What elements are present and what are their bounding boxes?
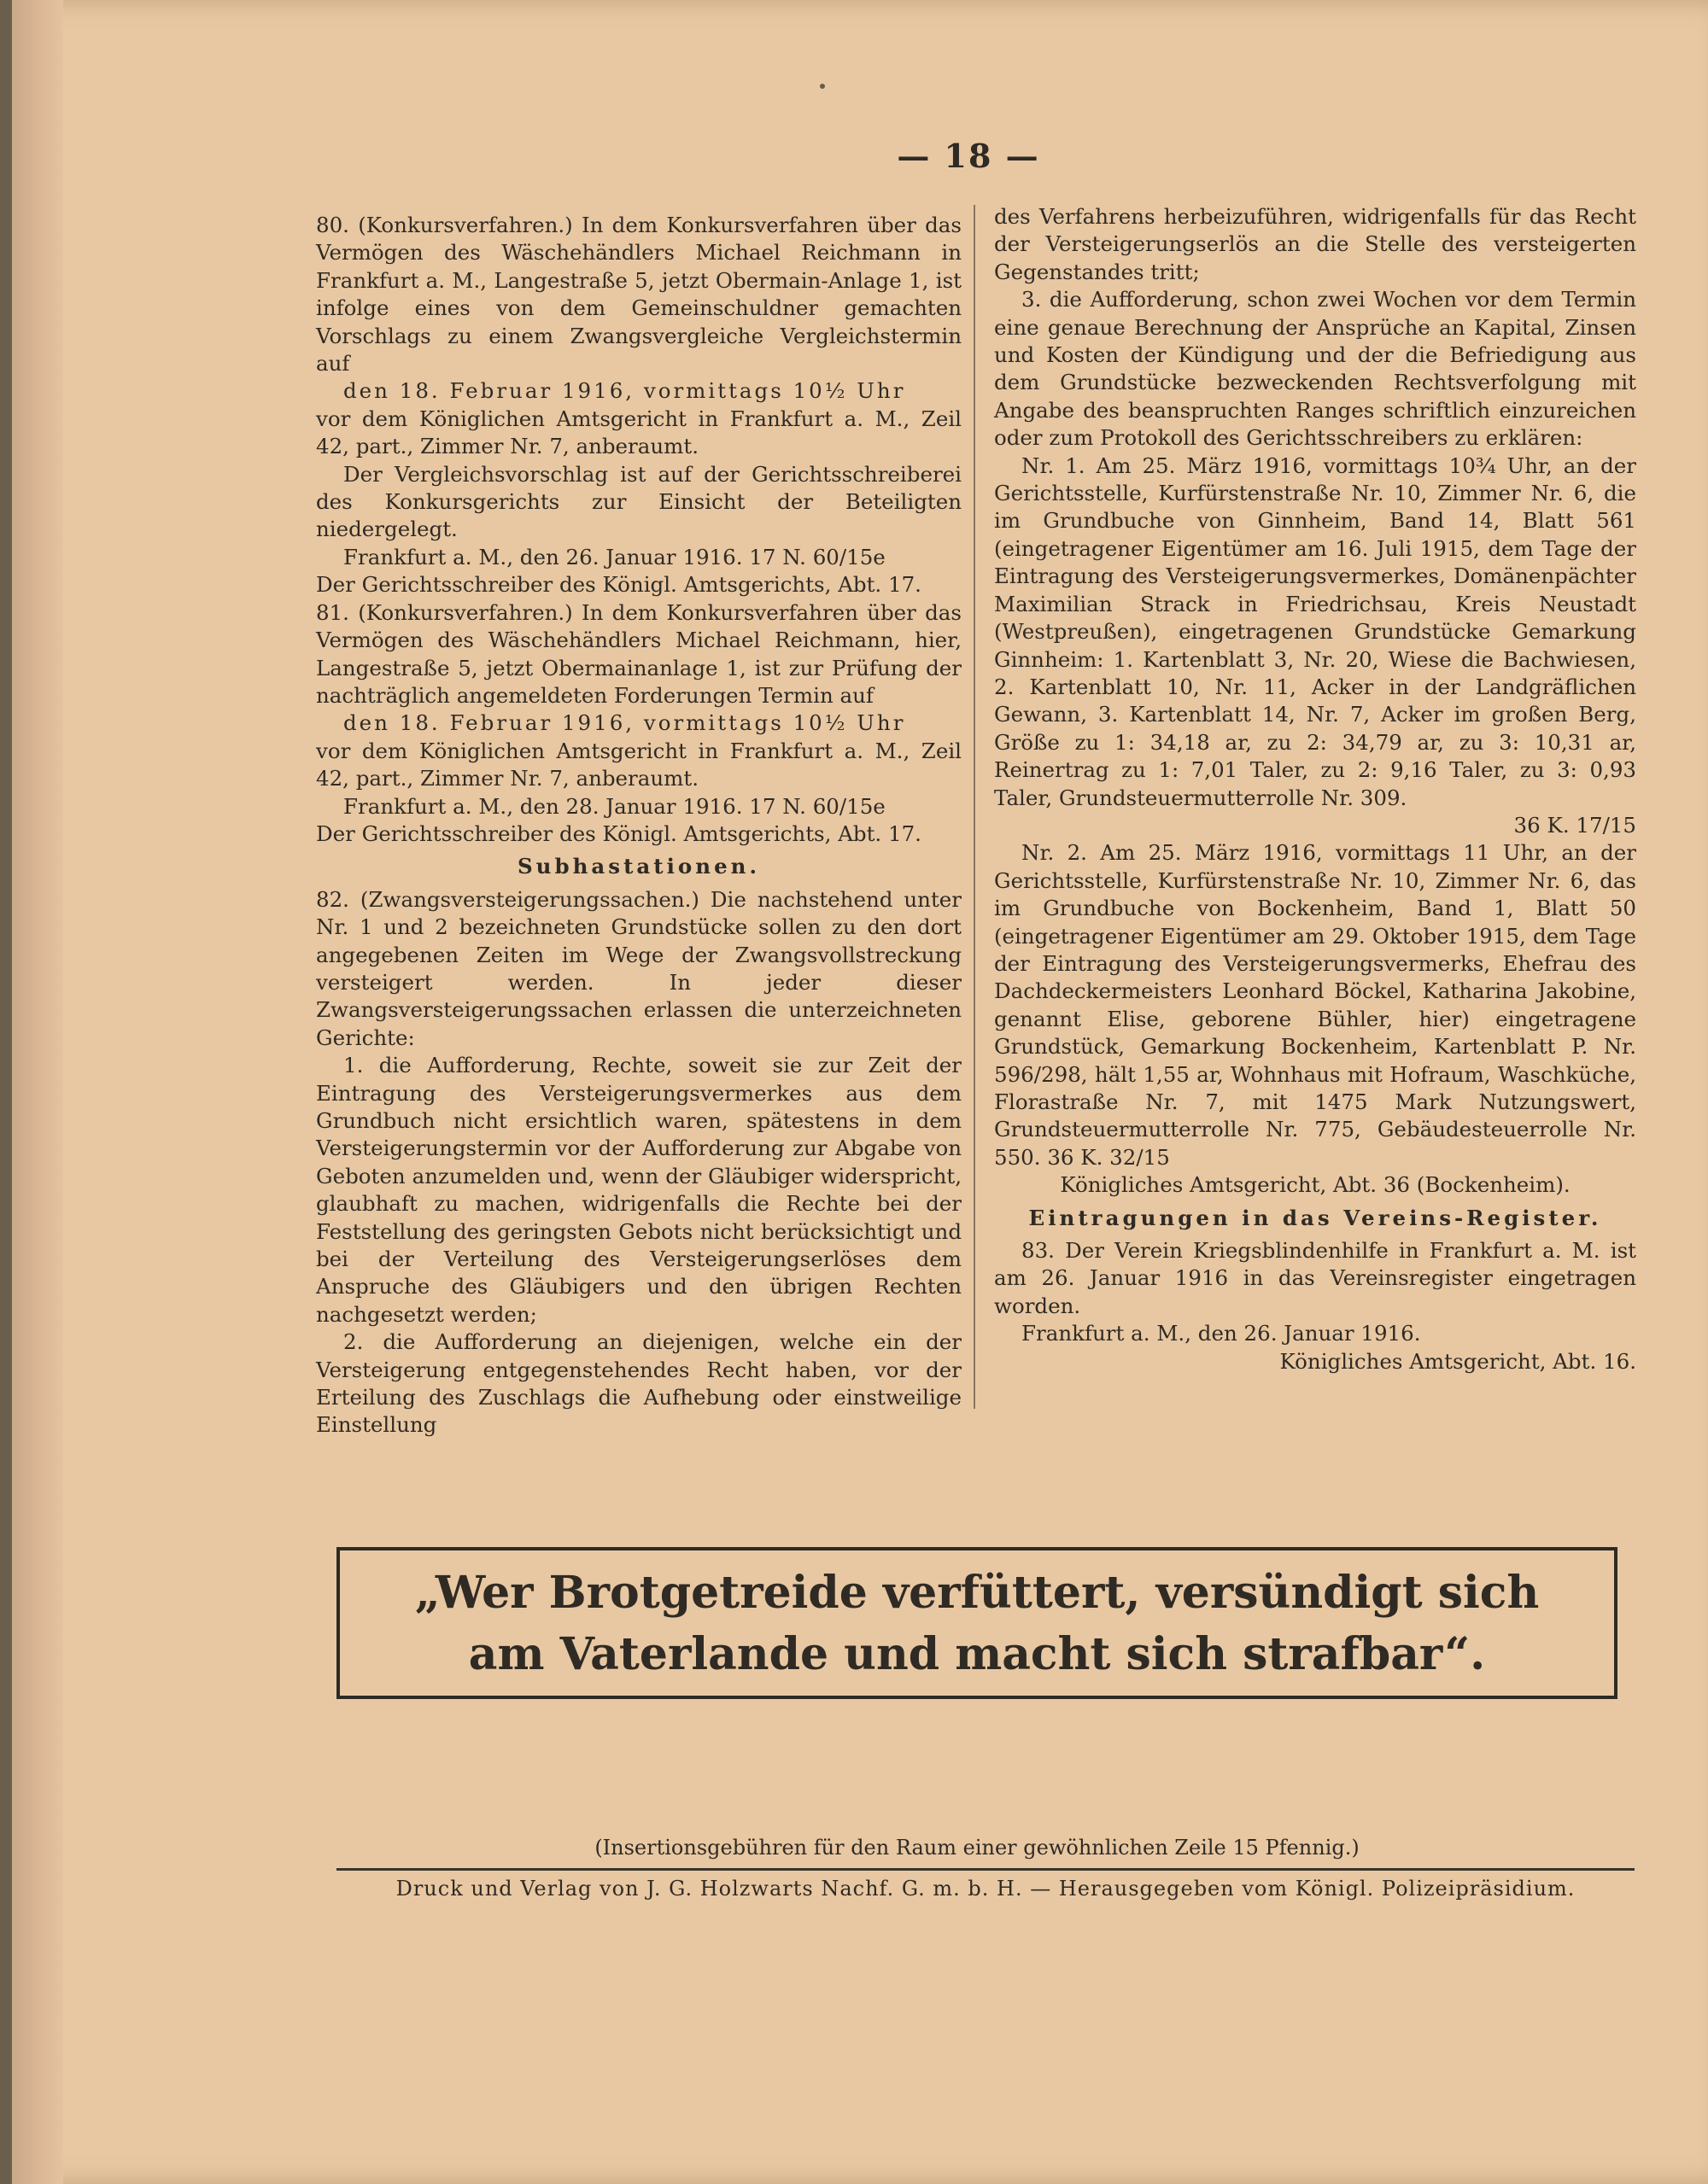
printer-imprint: Druck und Verlag von J. G. Holzwarts Nachf. G. m. b. H. — Herausgegeben vom Königl. Polizeipräsidium. [395,1877,1576,1901]
right-column [994,203,1636,1375]
newspaper-page [12,0,1708,2184]
notice-80-proposal: Der Vergleichsvorschlag ist auf der Gerichtsschreiberei des Konkursgerichts zur Einsicht der Beteiligten niedergelegt. [316,461,962,542]
notice-81-text: 81. (Konkursverfahren.) In dem Konkursverfahren über das Vermögen des Wäschehändlers Michael Reichmann, hier, Langestraße 5, jetzt Obermainanlage 1, ist zur Prüfung der nachträglich angemeldeten Forderungen Termin auf [316,599,962,708]
bread-grain-warning-box [336,1547,1617,1699]
notice-81-signature: Der Gerichtsschreiber des Königl. Amtsgerichts, Abt. 17. [316,820,921,846]
notice-83-date: Frankfurt a. M., den 26. Januar 1916. [1021,1321,1421,1346]
notice-80-text: 80. (Konkursverfahren.) In dem Konkursverfahren über das Vermögen des Wäschehändlers Michael Reichmann in Frankfurt a. M., Langestraße 5, jetzt Obermain-Anlage 1, ist infolge eines von dem Gemeinschuldner gemachten Vorschlags zu einem Zwangsvergleiche Vergleichstermin auf [316,213,962,377]
left-column [316,212,962,1439]
notice-80-court: vor dem Königlichen Amtsgericht in Frankfurt a. M., Zeil 42, part., Zimmer Nr. 7, anberaumt. [316,406,962,459]
page-number: — 18 — [897,137,1040,175]
insertion-fee-note: (Insertionsgebühren für den Raum einer gewöhnlichen Zeile 15 Pfennig.) [594,1836,1360,1860]
notice-83-court: Königliches Amtsgericht, Abt. 16. [1279,1348,1636,1374]
notice-82-text: 82. (Zwangsversteigerungssachen.) Die nachstehend unter Nr. 1 und 2 bezeichneten Grundstücke sollen zu den dort angegebenen Zeiten im Wege der Zwangsvollstreckung versteigert werden. In jeder dieser Zwangsversteigerungssachen erlassen die unterzeichneten Gerichte: [316,886,962,1050]
section-heading-subhastationen: Subhastationen. [517,854,761,879]
notice-80-signature-place: Frankfurt a. M., den 26. Januar 1916. 17 N. 60/15e [343,544,886,569]
notice-82-item-3: 3. die Aufforderung, schon zwei Wochen vor dem Termin eine genaue Berechnung der Ansprüche an Kapital, Zinsen und Kosten der Kündigung und der die Befriedigung aus dem Grundstücke bezweckenden Rechtsverfolgung mit Angabe des beanspruchten Ranges schriftlich einzureichen oder zum Protokoll des Gerichtsschreibers zu erklären: [994,287,1636,451]
auction-no-2: Nr. 2. Am 25. März 1916, vormittags 11 Uhr, an der Gerichtsstelle, Kurfürstenstraße Nr. 10, Zimmer Nr. 6, das im Grundbuche von Bockenheim, Band 1, Blatt 50 (eingetragener Eigentümer am 29. Oktober 1915, dem Tage der Eintragung des Versteigerungsvermerks, Ehefrau des Dachdeckermeisters Leonhard Böckel, Katharina Jakobine, genannt Elise, geborene Bühler, hier) eingetragene Grundstück, Gemarkung Bockenheim, Kartenblatt P. Nr. 596/298, hält 1,55 ar, Wohnhaus mit Hofraum, Waschküche, Florastraße Nr. 7, mit 1475 Mark Nutzungswert, Grundsteuermutterrolle Nr. 775, Gebäudesteuerrolle Nr. 550. 36 K. 32/15 [994,840,1636,1170]
section-heading-vereinsregister: Eintragungen in das Vereins-Register. [1028,1205,1602,1230]
auction-no-1-reference: 36 K. 17/15 [1513,812,1636,838]
notice-80-date: den 18. Februar 1916, vormittags 10½ Uhr [343,378,906,404]
footer-rule [336,1868,1635,1871]
notice-82-continuation: des Verfahrens herbeizuführen, widrigenfalls für das Recht der Versteigerungserlös an die Stelle des versteigerten Gegenstandes tritt; [994,204,1636,284]
book-spine [12,0,63,2184]
notice-82-item-2: 2. die Aufforderung an diejenigen, welche ein der Versteigerung entgegenstehendes Recht haben, vor der Erteilung des Zuschlags die Aufhebung oder einstweilige Einstellung [316,1329,962,1438]
notice-81-date: den 18. Februar 1916, vormittags 10½ Uhr [343,710,906,736]
notice-81-signature-place: Frankfurt a. M., den 28. Januar 1916. 17 N. 60/15e [343,793,886,819]
notice-81-court: vor dem Königlichen Amtsgericht in Frankfurt a. M., Zeil 42, part., Zimmer Nr. 7, anberaumt. [316,738,962,791]
auction-no-1: Nr. 1. Am 25. März 1916, vormittags 10¾ Uhr, an der Gerichtsstelle, Kurfürstenstraße Nr. 10, Zimmer Nr. 6, die im Grundbuche von Ginnheim, Band 14, Blatt 561 (eingetragener Eigentümer am 16. Juli 1915, dem Tage der Eintragung des Versteigerungsvermerkes, Domänenpächter Maximilian Strack in Friedrichsau, Kreis Neustadt (Westpreußen), eingetragenen Grundstücke Gemarkung Ginnheim: 1. Kartenblatt 3, Nr. 20, Wiese die Bachwiesen, 2. Kartenblatt 10, Nr. 11, Acker in der Landgräflichen Gewann, 3. Kartenblatt 14, Nr. 7, Acker im großen Berg, Größe zu 1: 34,18 ar, zu 2: 34,79 ar, zu 3: 10,31 ar, Reinertrag zu 1: 7,01 Taler, zu 2: 9,16 Taler, zu 3: 0,93 Taler, Grundsteuermutterrolle Nr. 309. [994,453,1636,810]
auction-no-2-court: Königliches Amtsgericht, Abt. 36 (Bockenheim). [1060,1172,1571,1198]
notice-82-item-1: 1. die Aufforderung, Rechte, soweit sie zur Zeit der Eintragung des Versteigerungsvermerkes aus dem Grundbuch nicht ersichtlich waren, spätestens in dem Versteigerungstermin vor der Aufforderung zur Abgabe von Geboten anzumelden und, wenn der Gläubiger widerspricht, glaubhaft zu machen, widrigenfalls die Rechte bei der Feststellung des geringsten Gebots nicht berücksichtigt und bei der Verteilung des Versteigerungserlöses dem Anspruche des Gläubigers und den übrigen Rechten nachgesetzt werden; [316,1053,962,1327]
banner-line-2: am Vaterlande und macht sich strafbar“. [468,1628,1486,1680]
ink-dot [820,84,825,89]
notice-80-signature: Der Gerichtsschreiber des Königl. Amtsgerichts, Abt. 17. [316,572,921,598]
notice-83-text: 83. Der Verein Kriegsblindenhilfe in Frankfurt a. M. ist am 26. Januar 1916 in das Vereinsregister eingetragen worden. [994,1238,1636,1318]
column-divider [974,205,975,1409]
banner-line-1: „Wer Brotgetreide verfüttert, versündigt sich [414,1567,1540,1619]
